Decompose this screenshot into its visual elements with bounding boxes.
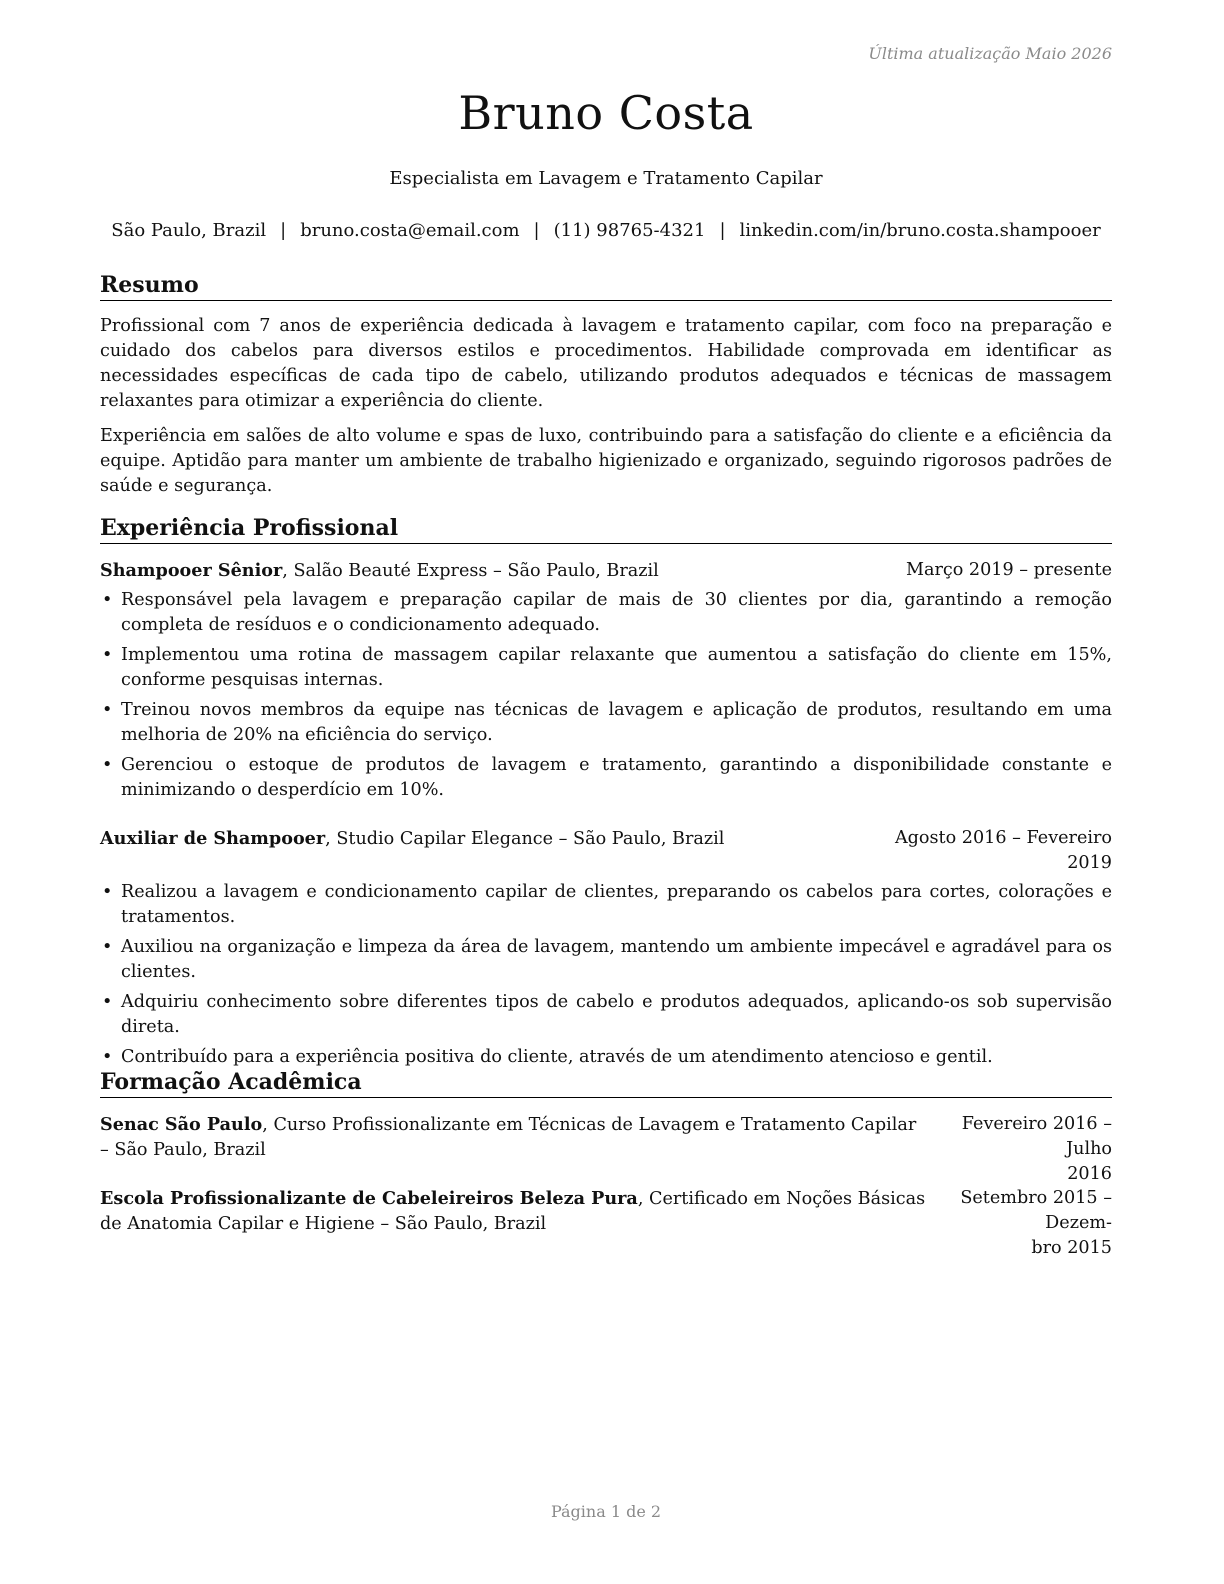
contact-location: São Paulo, Brazil bbox=[111, 220, 267, 241]
contact-phone: (11) 98765-4321 bbox=[553, 220, 706, 241]
education-dates-line: 2016 bbox=[1067, 1164, 1112, 1184]
list-item: • Adquiriu conhecimento sobre diferentes tipos de cabelo e produtos adequados, aplicando-os sob supervisão direta. bbox=[100, 990, 1112, 1040]
list-item: • Implementou uma rotina de massagem capilar relaxante que aumentou a satisfação do cliente em 15%, conforme pesquisas internas. bbox=[100, 643, 1112, 693]
education-dates-line: bro 2015 bbox=[1031, 1238, 1112, 1258]
contact-linkedin[interactable]: linkedin.com/in/bruno.costa.shampooer bbox=[739, 220, 1101, 241]
last-updated: Última atualização Maio 2026 bbox=[868, 44, 1112, 63]
list-item: • Gerenciou o estoque de produtos de lavagem e tratamento, garantindo a disponibilidade constante e minimizando o desperdício em 10%. bbox=[100, 753, 1112, 803]
education-school: Escola Profissionalizante de Cabeleireiros Beleza Pura bbox=[100, 1188, 638, 1209]
job-bullets bbox=[100, 588, 1112, 808]
summary-heading: Resumo bbox=[100, 272, 1112, 301]
job-role: Shampooer Sênior bbox=[100, 560, 283, 581]
contact-separator: | bbox=[533, 220, 540, 241]
contact-line bbox=[90, 220, 1122, 241]
summary-paragraph: Profissional com 7 anos de experiência dedicada à lavagem e tratamento capilar, com foco na preparação e cuidado dos cabelos para diversos estilos e procedimentos. Habilidade comprovada em identificar as necessidades específicas de cada tipo de cabelo, utilizando produtos adequados e técnicas de massagem relaxantes para otimizar a experiência do cliente. bbox=[100, 316, 1112, 411]
education-detail bbox=[100, 1186, 970, 1237]
list-item: • Treinou novos membros da equipe nas técnicas de lavagem e aplicação de produtos, resultando em uma melhoria de 20% na eficiência do serviço. bbox=[100, 698, 1112, 748]
education-dates-line: Fevereiro 2016 – Julho bbox=[961, 1114, 1112, 1159]
list-item: • Auxiliou na organização e limpeza da área de lavagem, mantendo um ambiente impecável e agradável para os clientes. bbox=[100, 935, 1112, 985]
job-bullets bbox=[100, 880, 1112, 1075]
education-detail bbox=[100, 1112, 970, 1163]
list-item: • Realizou a lavagem e condicionamento capilar de clientes, preparando os cabelos para cortes, colorações e tratamentos. bbox=[100, 880, 1112, 930]
job-dates-line: 2019 bbox=[1067, 853, 1112, 873]
list-item: • Contribuído para a experiência positiva do cliente, através de um atendimento atencioso e gentil. bbox=[100, 1045, 1112, 1070]
job-title-line bbox=[100, 558, 659, 584]
job-role: Auxiliar de Shampooer bbox=[100, 828, 326, 849]
resume-page bbox=[100, 0, 1112, 1584]
job-dates: Março 2019 – presente bbox=[905, 560, 1112, 580]
job-company: , Studio Capilar Elegance – São Paulo, Brazil bbox=[325, 829, 725, 849]
education-dates bbox=[956, 1186, 1112, 1261]
job-title-line bbox=[100, 826, 724, 852]
experience-heading: Experiência Profissional bbox=[100, 515, 1112, 544]
headline: Especialista em Lavagem e Tratamento Capilar bbox=[389, 168, 823, 189]
education-dates-line: Setembro 2015 – Dezem- bbox=[960, 1188, 1112, 1233]
education-location: – São Paulo, Brazil bbox=[100, 1140, 266, 1160]
education-heading: Formação Acadêmica bbox=[100, 1069, 1112, 1098]
summary-paragraph: Experiência em salões de alto volume e spas de luxo, contribuindo para a satisfação do cliente e a eficiência da equipe. Aptidão para manter um ambiente de trabalho higienizado e organizado, seguindo rigorosos padrões de saúde e segurança. bbox=[100, 426, 1112, 496]
job-company: , Salão Beauté Express – São Paulo, Brazil bbox=[282, 561, 659, 581]
education-course: , Certificado em Noções Básicas bbox=[637, 1189, 926, 1209]
job-dates-line: Agosto 2016 – Fevereiro bbox=[894, 828, 1112, 848]
page-number: Página 1 de 2 bbox=[550, 1502, 662, 1521]
contact-email[interactable]: bruno.costa@email.com bbox=[300, 220, 520, 241]
education-location: de Anatomia Capilar e Higiene – São Paulo, Brazil bbox=[100, 1214, 547, 1234]
education-course: , Curso Profissionalizante em Técnicas de Lavagem e Tratamento Capilar bbox=[262, 1115, 917, 1135]
education-dates bbox=[956, 1112, 1112, 1187]
education-school: Senac São Paulo bbox=[100, 1114, 263, 1135]
job-dates bbox=[895, 826, 1112, 876]
contact-separator: | bbox=[719, 220, 726, 241]
list-item: • Responsável pela lavagem e preparação capilar de mais de 30 clientes por dia, garantindo a remoção completa de resíduos e o condicionamento adequado. bbox=[100, 588, 1112, 638]
contact-separator: | bbox=[280, 220, 287, 241]
candidate-name: Bruno Costa bbox=[458, 86, 754, 140]
